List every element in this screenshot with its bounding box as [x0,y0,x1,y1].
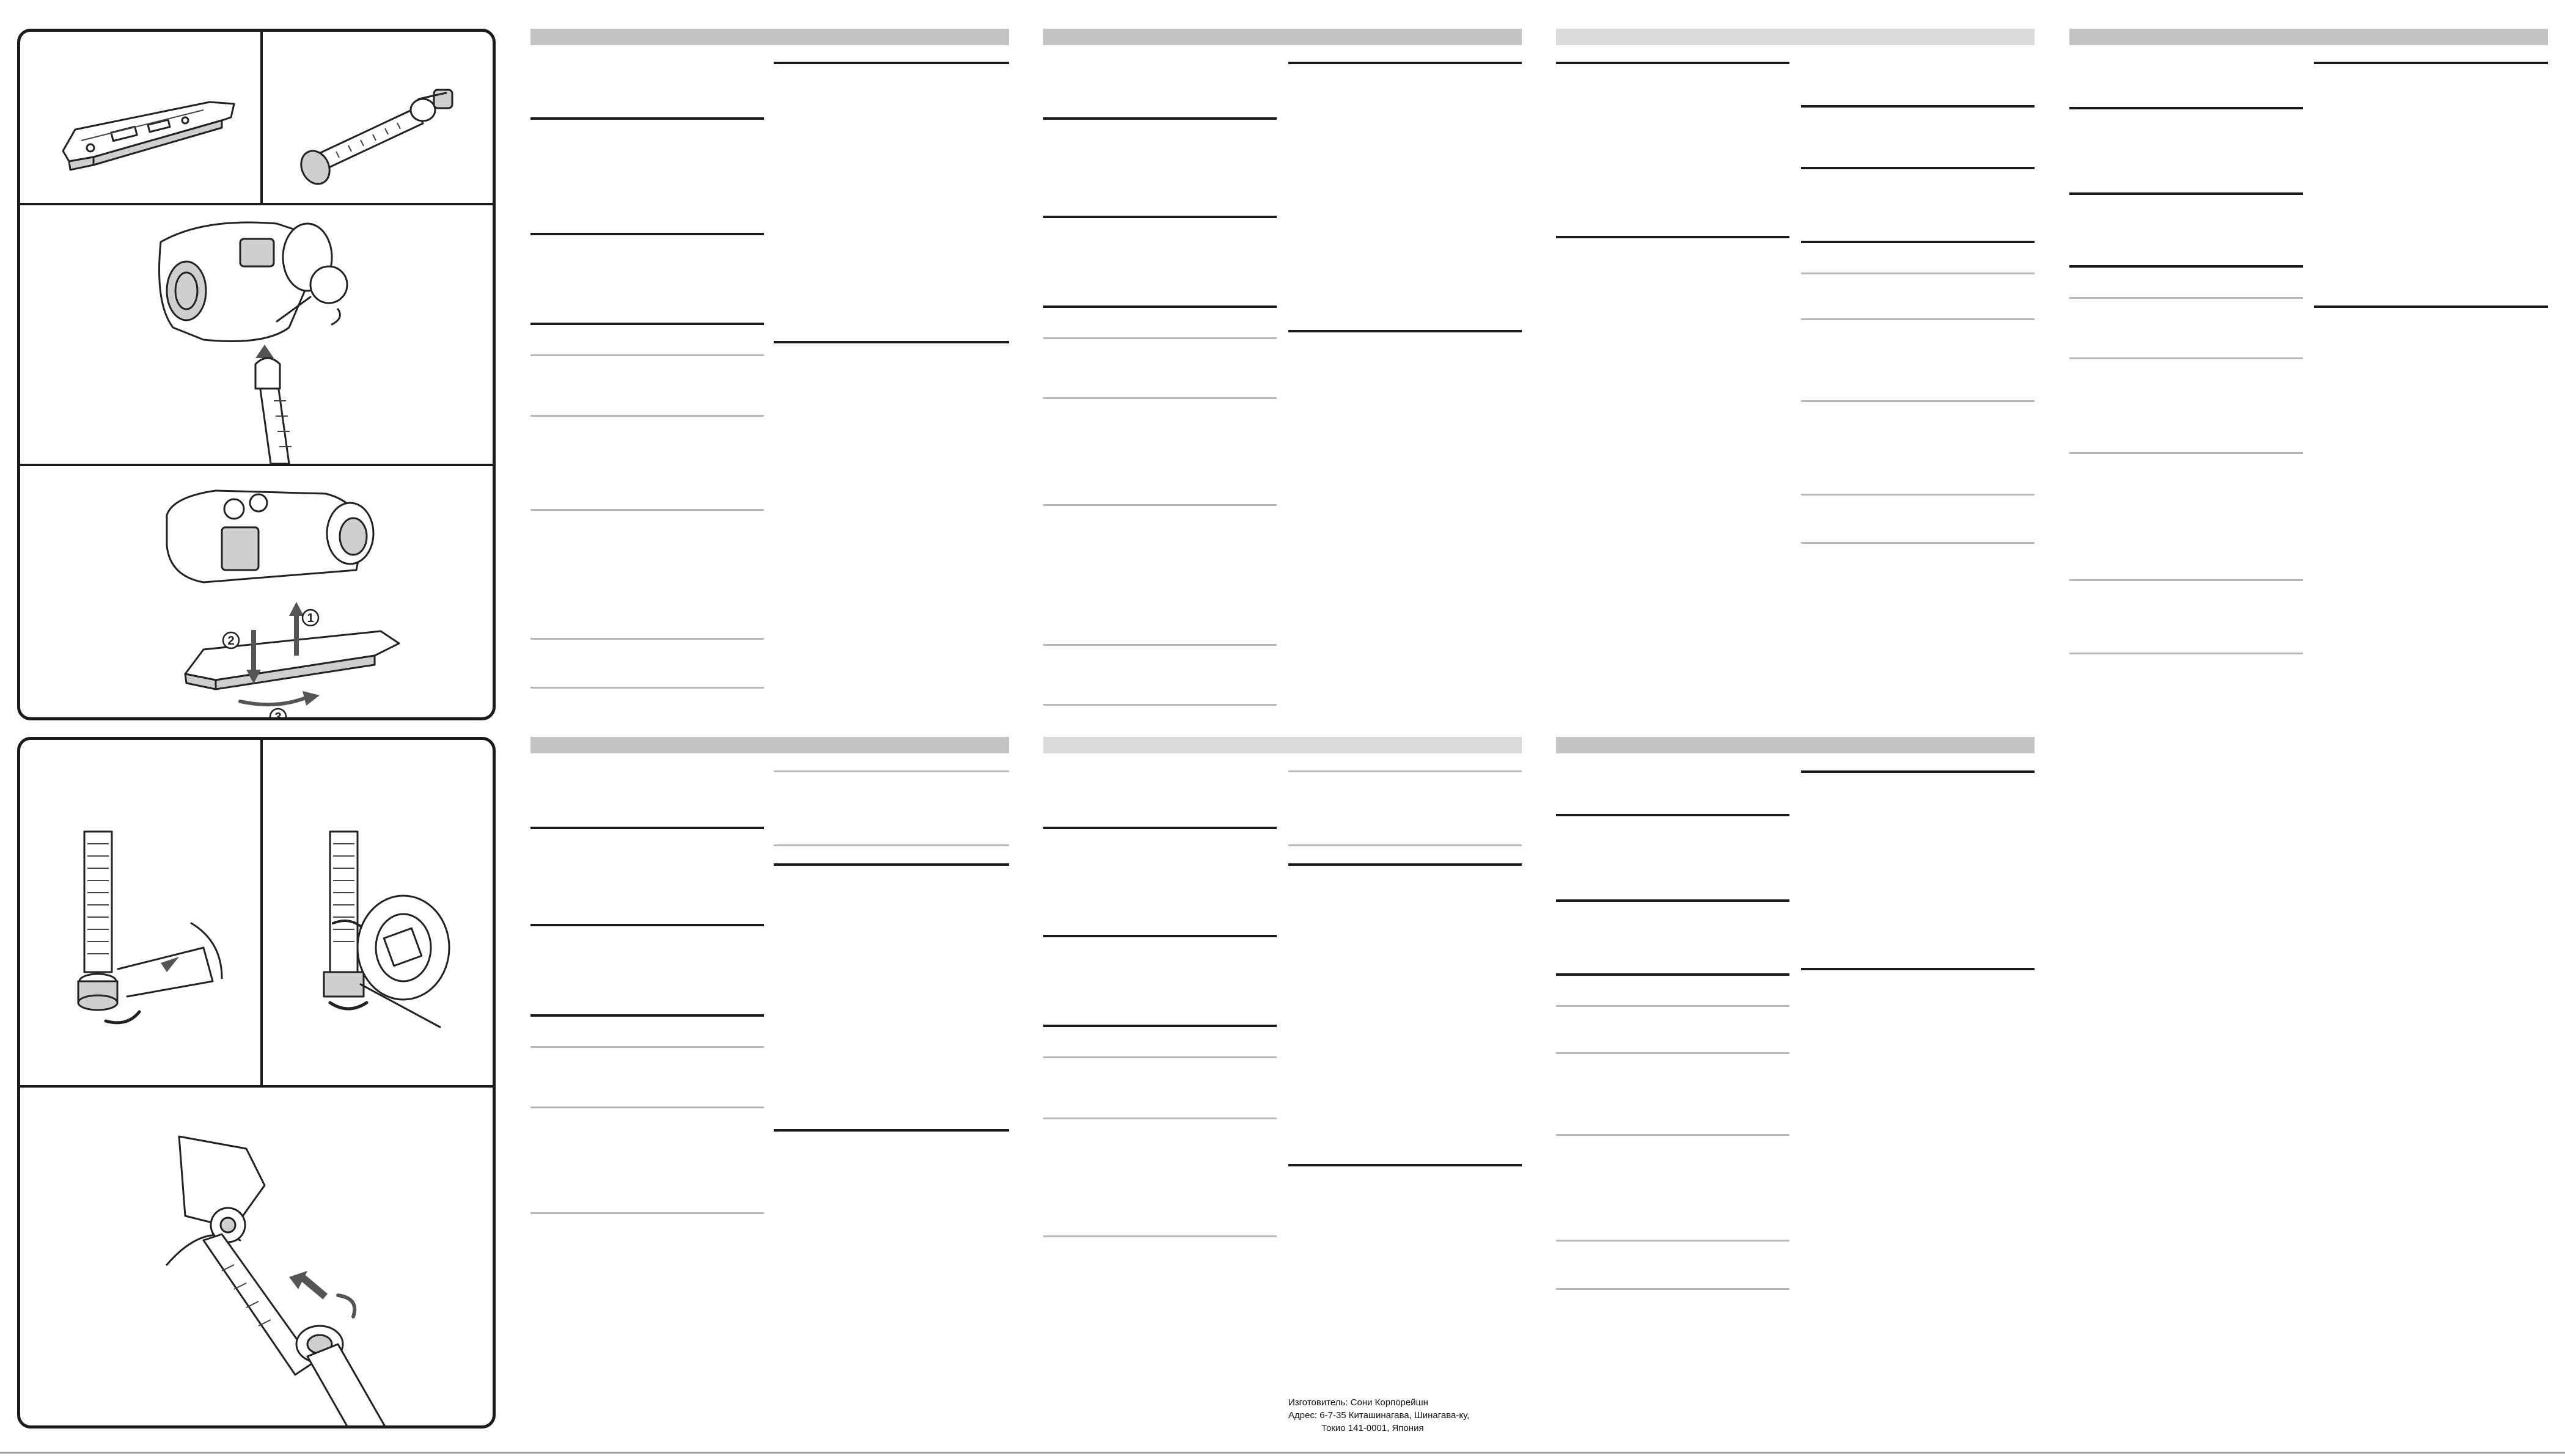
section-rule [1288,62,1522,64]
section-rule [530,323,764,325]
section-rule [530,354,764,356]
section-rule [1043,305,1277,308]
section-rule [774,844,1009,846]
svg-text:1: 1 [307,612,314,625]
section-rule [1556,236,1789,238]
section-rule [1556,1240,1789,1242]
section-rule [530,1107,764,1108]
section-rule [1556,1288,1789,1290]
section-rule [530,233,764,235]
section-rule [530,687,764,689]
section-rule [1556,899,1789,902]
section-rule [1801,241,2035,243]
page-fold-line [0,1452,2565,1454]
section-rule [2069,265,2303,268]
section-rule [2314,305,2548,308]
section-rule [2069,452,2303,454]
extension-rod-illustration [263,32,496,203]
section-rule [1556,1005,1789,1007]
section-rule [2069,107,2303,109]
section-rule [1043,1118,1277,1119]
imprint-address-line1: Адрес: 6-7-35 Киташинагава, Шинагава-ку, [1288,1410,1470,1421]
step-number-3 [270,709,286,723]
section-rule [1801,105,2035,108]
section-rule [1043,704,1277,706]
imprint-manufacturer: Изготовитель: Сони Корпорейшн [1288,1397,1428,1408]
section-rule [1043,1056,1277,1058]
column-header-bar [1043,29,1522,45]
section-rule [774,62,1009,64]
section-rule [530,1014,764,1017]
section-rule [774,1129,1009,1132]
section-rule [1288,330,1522,332]
section-rule [1043,644,1277,646]
column-header-bar [1556,737,2035,753]
imprint-address-line2: Токио 141-0001, Япония [1321,1423,1424,1433]
section-rule [1043,1235,1277,1237]
section-rule [1556,62,1789,64]
section-rule [1043,827,1277,829]
section-rule [1556,1052,1789,1054]
manufacturer-imprint [1288,1396,1545,1435]
section-rule [1043,397,1277,399]
section-rule [530,117,764,120]
section-rule [1043,117,1277,120]
section-rule [1801,542,2035,544]
section-rule [1801,167,2035,169]
section-rule [1043,504,1277,506]
section-rule [1801,318,2035,320]
section-rule [1043,216,1277,218]
section-rule [530,1046,764,1048]
column-header-bar [530,737,1009,753]
section-rule [530,638,764,640]
section-rule [1556,973,1789,976]
section-rule [2069,357,2303,359]
section-rule [774,341,1009,343]
section-rule [774,770,1009,772]
section-rule [774,863,1009,866]
section-rule [530,1212,764,1214]
section-rule [2314,62,2548,64]
section-rule [1043,935,1277,937]
svg-text:2: 2 [227,634,235,648]
column-header-bar [530,29,1009,45]
section-rule [1801,494,2035,496]
section-rule [1801,968,2035,970]
rod-screw-right-illustration [263,740,496,1085]
section-rule [1556,814,1789,816]
rod-unscrew-illustration [20,1088,496,1429]
mounting-plate-illustration [20,32,260,203]
section-rule [1801,770,2035,773]
section-rule [1801,273,2035,274]
section-rule [2069,653,2303,654]
column-header-bar [1556,29,2035,45]
section-rule [1288,1164,1522,1166]
section-rule [2069,297,2303,299]
section-rule [1801,400,2035,402]
illustration-panel-top [17,29,496,723]
section-rule [1288,863,1522,866]
step-number-2 [223,632,239,648]
section-rule [1043,1025,1277,1027]
column-header-bar [1043,737,1522,753]
section-rule [530,509,764,511]
section-rule [1288,844,1522,846]
section-rule [2069,579,2303,581]
section-rule [1556,1134,1789,1136]
section-rule [530,924,764,926]
section-rule [1288,770,1522,772]
step-number-1 [303,610,318,626]
section-rule [1043,337,1277,339]
illustration-panel-bottom [17,737,496,1429]
svg-text:3: 3 [274,711,282,723]
rod-screw-left-illustration [20,740,260,1085]
section-rule [2069,192,2303,195]
section-rule [530,827,764,829]
section-rule [530,415,764,417]
camera-rod-attach-illustration [20,205,496,464]
column-header-bar [2069,29,2548,45]
camera-plate-attach-illustration [20,466,496,723]
